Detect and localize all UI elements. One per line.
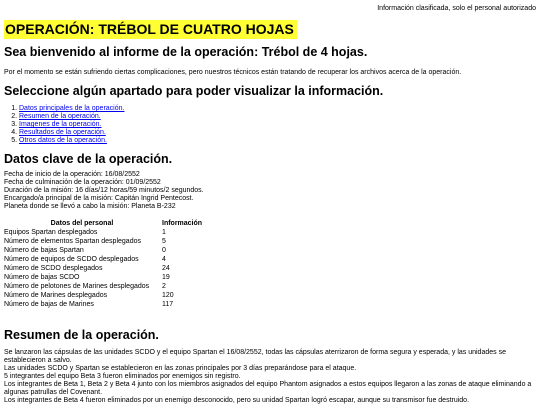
table-row <box>3 282 203 291</box>
page-title: OPERACIÓN: TRÉBOL DE CUATRO HOJAS <box>4 20 297 39</box>
section-link-item <box>19 121 124 129</box>
table-cell: 0 <box>162 247 166 254</box>
table-cell: 4 <box>162 256 166 263</box>
table-cell: 19 <box>162 274 170 281</box>
table-cell: Número de Marines desplegados <box>4 292 108 299</box>
section-link-item <box>19 113 124 121</box>
table-cell: Número de bajas Spartan <box>4 247 84 254</box>
link-imagenes[interactable]: Imagenes de la operación. <box>19 121 102 128</box>
table-header-row <box>3 219 203 228</box>
table-cell: Número de bajas de Marines <box>4 301 94 308</box>
table-cell: 2 <box>162 283 166 290</box>
table-row <box>3 237 203 246</box>
nav-heading: Seleccione algún apartado para poder visualizar la información. <box>4 84 384 98</box>
personnel-table <box>3 219 203 309</box>
table-row <box>3 273 203 282</box>
summary-line: 5 integrantes del equipo Beta 3 fueron eliminados por enemigos sin registro. <box>4 373 241 380</box>
summary-line: Se lanzaron las cápsulas de las unidades SCDO y el equipo Spartan el 16/08/2552, todas las cápsulas aterrizaron de forma segura y esperada, y las unidades se establecieron a salvo. <box>4 349 506 364</box>
section-link-item <box>19 105 124 113</box>
table-row <box>3 255 203 264</box>
table-row <box>3 291 203 300</box>
key-data-list <box>4 171 204 211</box>
table-cell: Número de pelotones de Marines desplegados <box>4 283 150 290</box>
table-row <box>3 228 203 237</box>
key-data-heading: Datos clave de la operación. <box>4 152 173 166</box>
summary-heading: Resumen de la operación. <box>4 328 159 342</box>
table-cell: Número de elementos Spartan desplegados <box>4 238 141 245</box>
table-cell: 5 <box>162 238 166 245</box>
table-cell: 24 <box>162 265 170 272</box>
table-cell: Número de SCDO desplegados <box>4 265 103 272</box>
table-cell: Número de equipos de SCDO desplegados <box>4 256 139 263</box>
table-cell: 117 <box>162 301 174 308</box>
section-link-item <box>19 137 124 145</box>
welcome-heading: Sea bienvenido al informe de la operación: Trébol de 4 hojas. <box>4 45 368 59</box>
table-cell: 1 <box>162 229 166 236</box>
mission-planet: Planeta donde se llevó a cabo la misión: Planeta B-232 <box>4 203 176 210</box>
welcome-text: Por el momento se están sufriendo ciertas complicaciones, pero nuestros técnicos están tratando de recuperar los archivos acerca de la operación. <box>4 69 462 76</box>
column-header: Información <box>162 220 203 227</box>
summary-line: Los integrantes de Beta 1, Beta 2 y Beta 4 junto con los miembros asignados del equipo Phantom asignados a estos equipos llegaron a las zonas de ataque eliminando a algunas patrullas del Covenant. <box>4 381 532 396</box>
link-otros-datos[interactable]: Otros datos de la operación. <box>19 137 107 144</box>
link-resultados[interactable]: Resultados de la operación. <box>19 129 106 136</box>
summary-line: Los integrantes de Beta 4 fueron eliminados por un enemigo desconocido, pero su unidad Spartan logró escapar, aunque su transmisor fue destruido. <box>4 397 470 404</box>
start-date: Fecha de inicio de la operación: 16/08/2552 <box>4 171 140 178</box>
table-row <box>3 246 203 255</box>
column-header: Datos del personal <box>50 220 114 227</box>
end-date: Fecha de culminación de la operación: 01/09/2552 <box>4 179 161 186</box>
summary-text <box>4 349 538 405</box>
table-row <box>3 300 203 309</box>
table-cell: 120 <box>162 292 174 299</box>
link-datos-principales[interactable]: Datos principales de la operación. <box>19 105 125 112</box>
section-link-item <box>19 129 124 137</box>
mission-duration: Duración de la misión: 16 días/12 horas/59 minutos/2 segundos. <box>4 187 204 194</box>
table-cell: Equipos Spartan desplegados <box>4 229 98 236</box>
mission-commander: Encargado/a principal de la misión: Capitán Ingrid Pentecost. <box>4 195 194 202</box>
link-resumen[interactable]: Resumen de la operación. <box>19 113 101 120</box>
section-links <box>8 105 124 145</box>
summary-line: Las unidades SCDO y Spartan se establecieron en las zonas principales por 3 días preparándose para el ataque. <box>4 365 357 372</box>
table-cell: Número de bajas SCDO <box>4 274 80 281</box>
table-row <box>3 264 203 273</box>
classified-notice: Información clasificada, solo el personal autorizado <box>377 5 536 12</box>
